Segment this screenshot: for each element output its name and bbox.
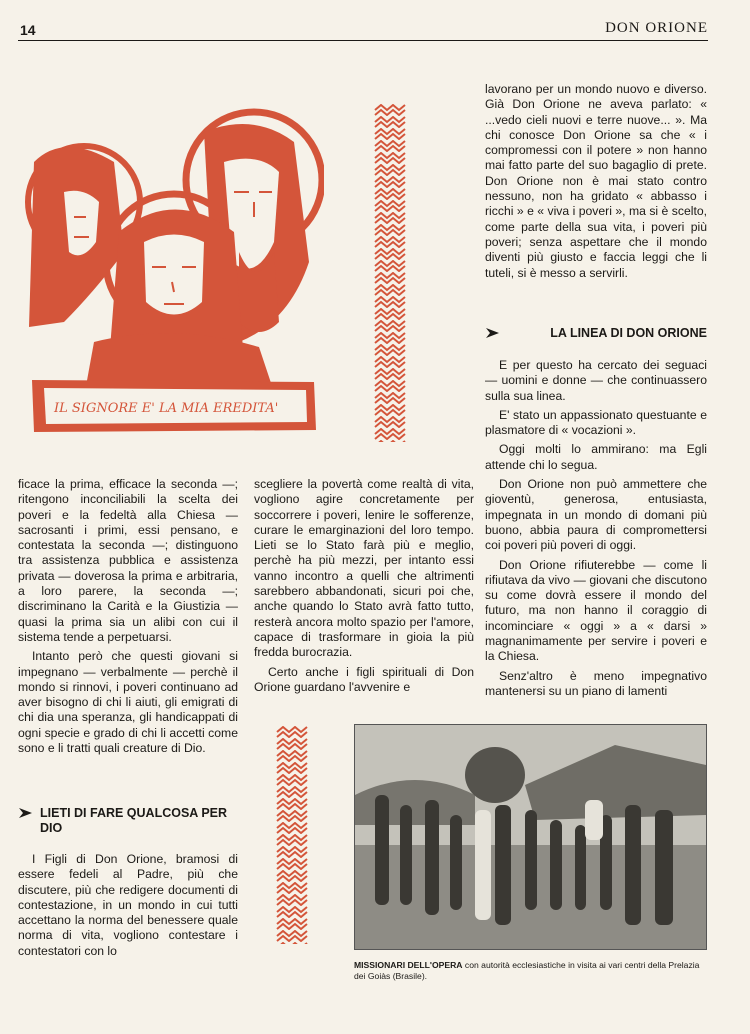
paragraph: Senz'altro è meno impegnativo mantenersi su un piano di lamenti — [485, 668, 707, 698]
column-right-upper — [485, 82, 707, 285]
paragraph: Don Orione non può ammettere che gioventù, generosa, entusiasta, impegnata in un mondo di domani più buono, abbia paura di compromettersi coi poveri più poveri di oggi. — [485, 477, 707, 553]
paragraph: E' stato un appassionato questuante e plasmatore di « vocazioni ». — [485, 407, 707, 438]
ornament-column-top — [373, 104, 407, 442]
paragraph: Oggi molti lo ammirano: ma Egli attende chi lo segua. — [485, 442, 707, 472]
paragraph: lavorano per un mondo nuovo e diverso. Già Don Orione ne aveva parlato: « ...vedo cieli nuovi e terre nuove... ». Ma chi conosce Don Orione sa che « i compromessi con il potere » non hanno mai fatto parte del suo bagaglio di prete. Don Orione non è mai stato contro nessuno, non ha gridato « abbasso i ricchi » e « viva i poveri », ma si è scelto, come parte della sua vita, i poveri più poveri; senza aspettare che il mondo diventi più giusto e faccia leggi che li tuteli, si è messo a servirli. — [485, 82, 707, 280]
paragraph: scegliere la povertà come realtà di vita, vogliono agire concretamente per soccorrere i poveri, lenire le sofferenze, curare le emarginazioni del loro tempo. Lieti se lo Stato farà più e meglio, perchè ha più mezzi, per intanto essi vanno incontro a quelli che altrimenti sarebbero abbandonati, sicuri poi che, anche quando lo Stato avrà fatto tutto, resterà ancora molto spazio per l'amore, capace di trasformare in gioia la più fredda burocrazia. — [254, 477, 474, 660]
missionaries-photo — [354, 724, 707, 950]
header-rule — [18, 40, 708, 41]
paragraph: I Figli di Don Orione, bramosi di essere fedeli al Padre, più che discutere, più che redigere documenti di contestazione, in un mondo in cui tutti accettano la norma del benessere quale norma di vita, vogliono contestare i contestatori con lo — [18, 852, 238, 958]
heading-text: LA LINEA DI DON ORIONE — [550, 326, 707, 340]
banner-inscription: IL SIGNORE E' LA MIA EREDITA' — [54, 401, 279, 416]
paragraph: Don Orione rifiuterebbe — come li rifiutava da vivo — giovani che discutono su come dovrà essere il mondo del futuro, ma non hanno il coraggio di incominciare « oggi » a « darsi » magnanimamente per servire i poveri e la Chiesa. — [485, 557, 707, 664]
photo-caption — [354, 960, 709, 982]
paragraph: ficace la prima, efficace la seconda —; ritengono inconciliabili la scelta dei poveri e la fedeltà alla Chiesa — sacrosanti i primi, essi pensano, e contestata la seconda —; distinguono tra assistenza pubblica e assistenza privata — doverosa la prima e arbitraria, a loro parere, la seconda —; discriminano la Carità e la Giustizia — quasi la prima sia un alibi con cui il sistema tende a perpetuarsi. — [18, 477, 238, 644]
caption-rest: con autorità ecclesiastiche in visita ai vari centri della Prelazia dei Goiàs (Brasile). — [354, 960, 700, 981]
saints-illustration — [24, 92, 324, 444]
paragraph: Intanto però che questi giovani si impegnano — verbalmente — perchè il mondo si rinnovi, i poveri continuano ad aver bisogno di chi li aiuti, gli emigrati di chi dia una speranza, gli handicappati di ogni specie e grado di chi li accetti come sono e li tratti quali creature di Dio. — [18, 649, 238, 756]
paragraph: Certo anche i figli spirituali di Don Orione guardano l'avvenire e — [254, 664, 474, 694]
page-number: 14 — [20, 22, 36, 38]
arrow-icon — [485, 326, 507, 340]
ornament-column-bottom — [275, 726, 309, 944]
column-right-lower — [485, 358, 707, 703]
paragraph: E per questo ha cercato dei seguaci — uomini e donne — che continuassero sulla sua linea. — [485, 358, 707, 403]
column-middle — [254, 477, 474, 699]
photo-scene — [355, 725, 706, 949]
arrow-icon — [18, 806, 40, 820]
caption-bold: MISSIONARI DELL'OPERA — [354, 960, 463, 970]
section-heading-linea — [485, 326, 707, 341]
column-left-lower — [18, 852, 238, 963]
section-heading-lieti — [18, 806, 240, 836]
heading-text: LIETI DI FARE QUALCOSA PER DIO — [40, 806, 228, 835]
magazine-title: DON ORIONE — [605, 20, 708, 36]
column-left — [18, 477, 238, 760]
